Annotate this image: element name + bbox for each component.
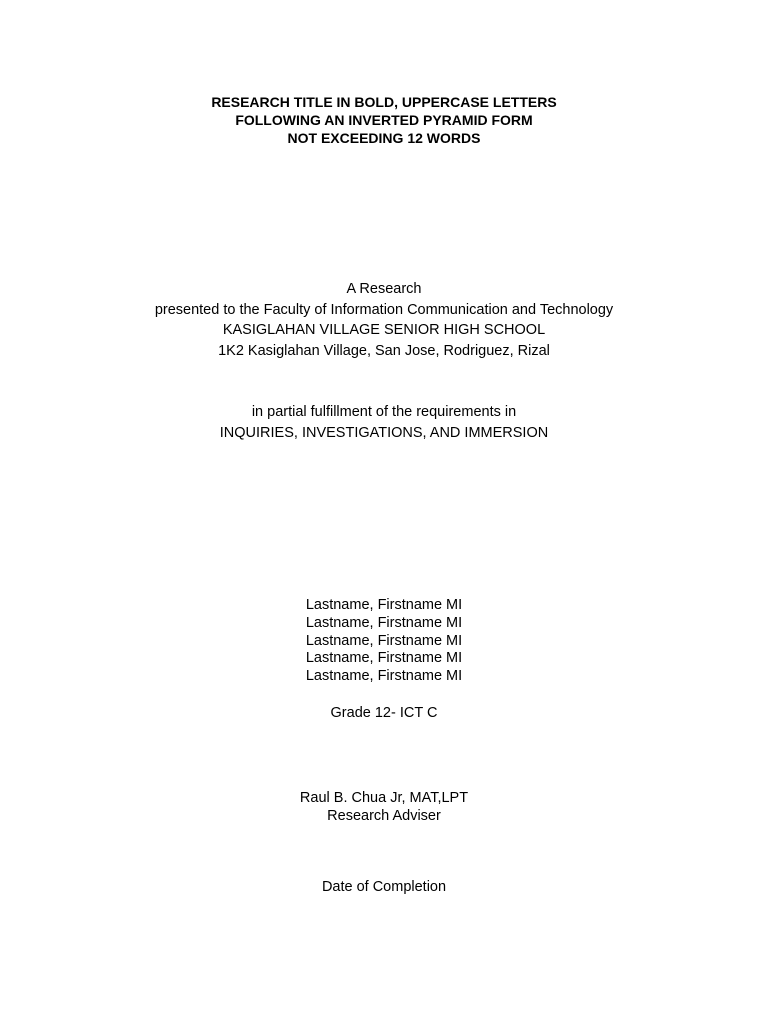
date-of-completion: Date of Completion	[321, 879, 447, 895]
date-block	[0, 877, 768, 897]
research-title	[0, 93, 768, 147]
adviser-name: Raul B. Chua Jr, MAT,LPT	[299, 790, 469, 806]
author-name: Lastname, Firstname MI	[305, 614, 463, 631]
fulfillment-block	[0, 402, 768, 443]
presentation-block	[0, 279, 768, 361]
subject-name: INQUIRIES, INVESTIGATIONS, AND IMMERSION	[219, 424, 549, 441]
author-name: Lastname, Firstname MI	[305, 668, 463, 685]
grade-section	[0, 703, 768, 723]
faculty-line: presented to the Faculty of Information Communication and Technology	[154, 301, 614, 318]
adviser-block	[0, 789, 768, 825]
fulfillment-line: in partial fulfillment of the requirements in	[251, 404, 517, 420]
school-address: 1K2 Kasiglahan Village, San Jose, Rodriguez, Rizal	[218, 342, 550, 359]
author-name: Lastname, Firstname MI	[305, 597, 463, 613]
title-line-1: RESEARCH TITLE IN BOLD, UPPERCASE LETTERS	[211, 94, 557, 110]
grade-label: Grade 12- ICT C	[330, 705, 438, 721]
title-line-3: NOT EXCEEDING 12 WORDS	[287, 130, 481, 146]
author-name: Lastname, Firstname MI	[305, 632, 463, 649]
author-name: Lastname, Firstname MI	[305, 650, 463, 667]
authors-list	[0, 597, 768, 686]
research-label: A Research	[346, 281, 422, 297]
adviser-role: Research Adviser	[327, 808, 441, 824]
school-name: KASIGLAHAN VILLAGE SENIOR HIGH SCHOOL	[222, 322, 546, 338]
title-line-2: FOLLOWING AN INVERTED PYRAMID FORM	[235, 112, 533, 128]
